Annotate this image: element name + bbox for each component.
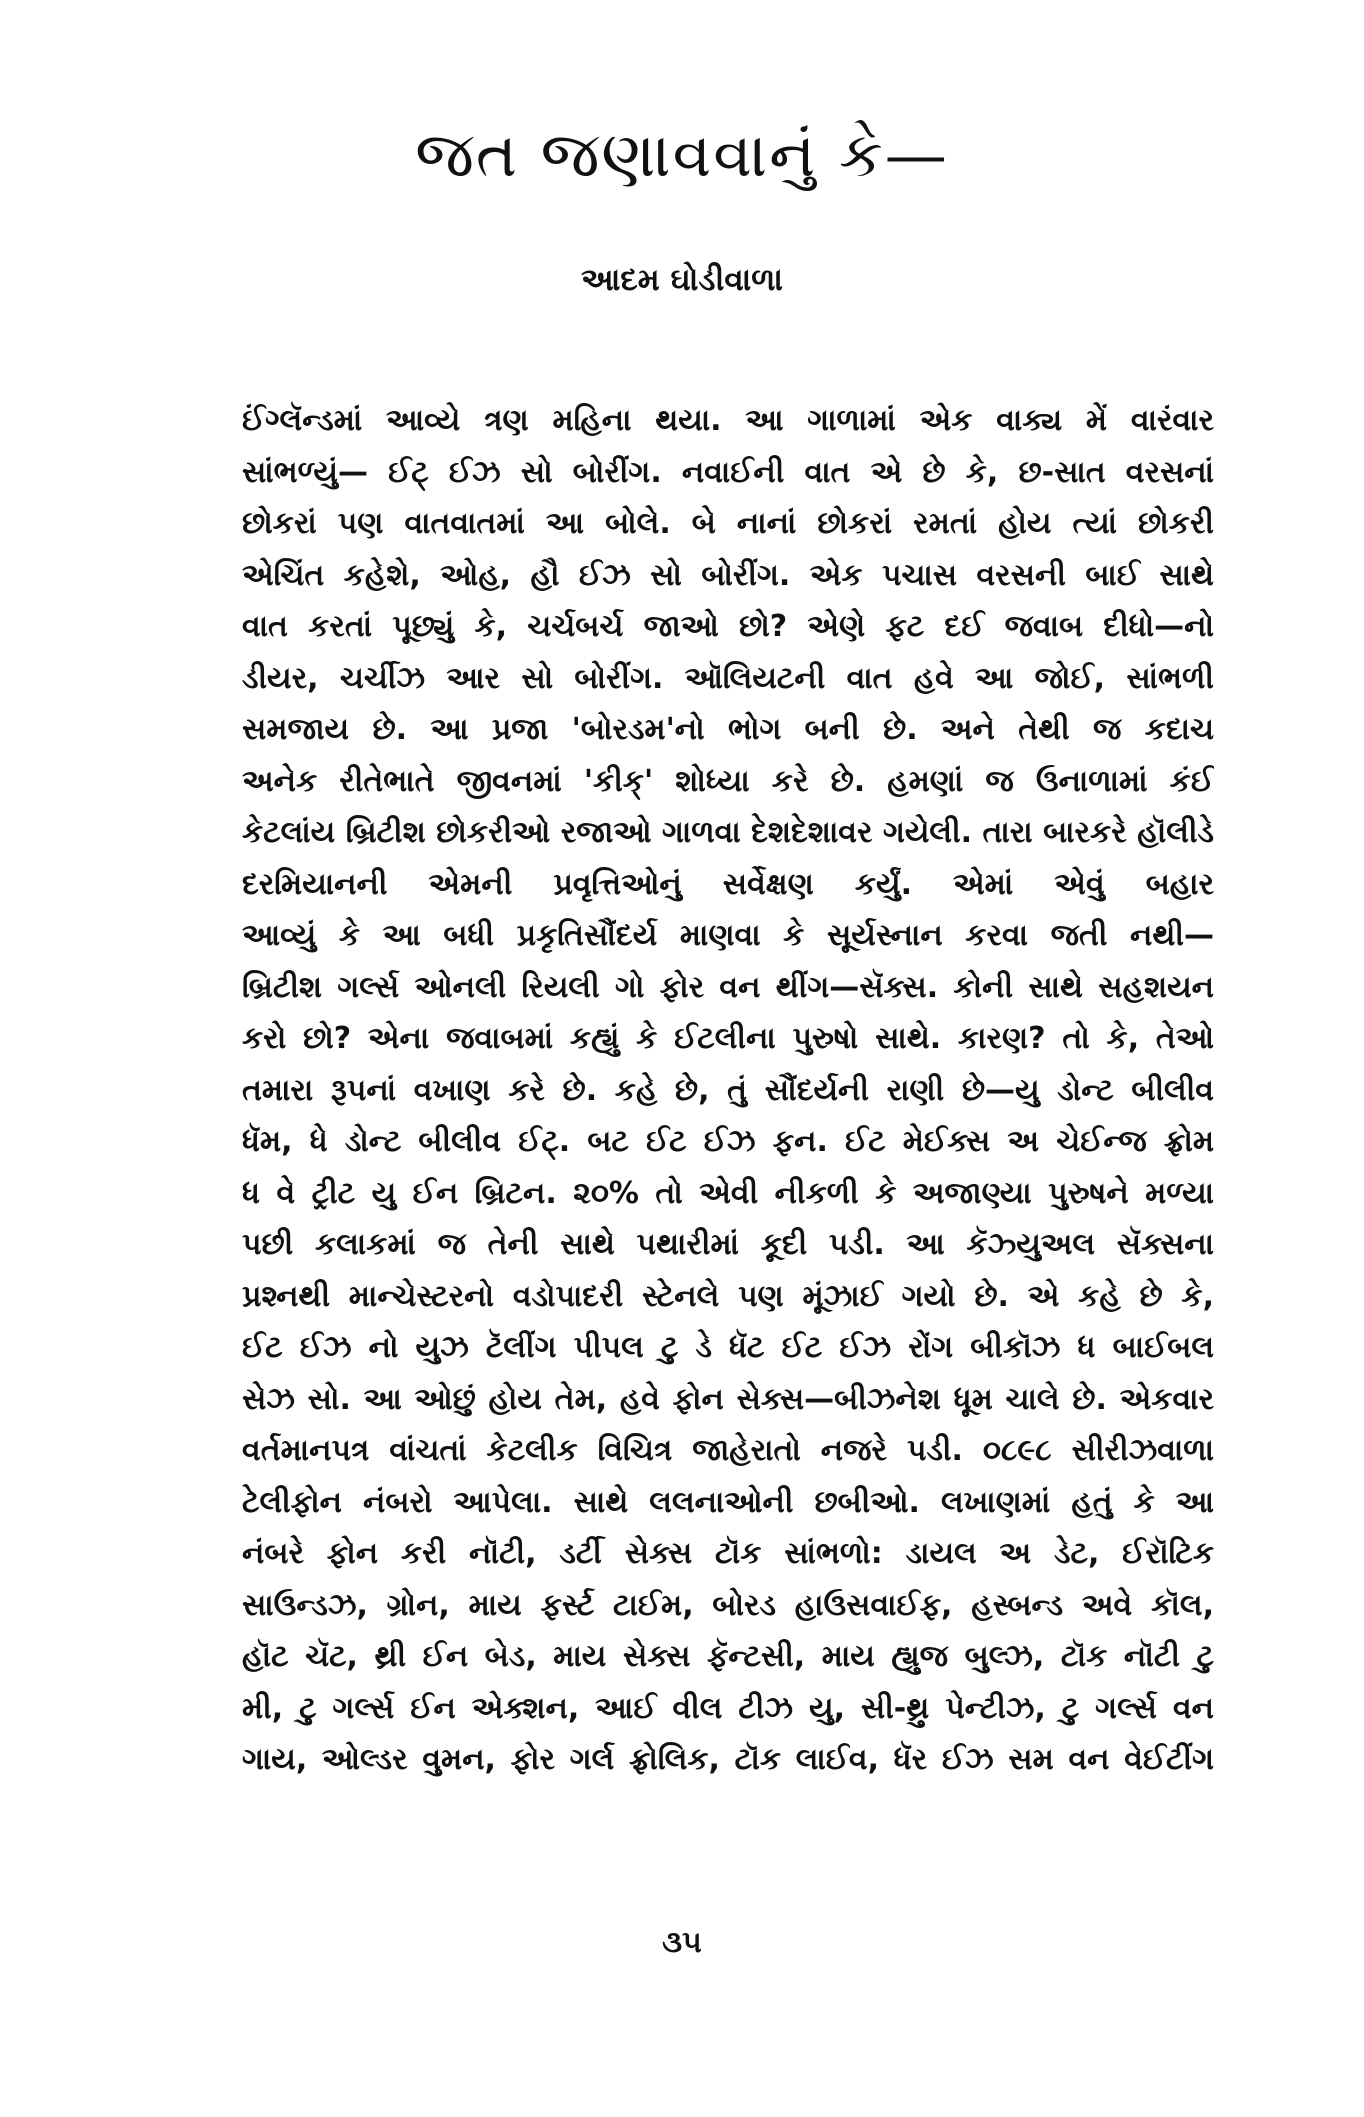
text-line: ધૅમ, ધે ડોન્ટ બીલીવ ઈટ્. બટ ઈટ ઈઝ ફન. ઈટ મેઈક્સ અ ચેઈન્જ ફ્રોમ xyxy=(242,1124,1214,1159)
text-line: બ્રિટીશ ગર્લ્સ ઓનલી રિયલી ગો ફોર વન થીંગ—સૅક્સ. કોની સાથે સહશયન xyxy=(242,969,1214,1005)
author-name: આદમ ઘોડીવાળા xyxy=(581,262,783,298)
body-text xyxy=(242,395,1214,1786)
text-line: સેઝ સો. આ ઓછું હોય તેમ, હવે ફોન સેક્સ—બીઝનેશ ધૂમ ચાલે છે. એકવાર xyxy=(242,1381,1214,1417)
text-line: અનેક રીતેભાતે જીવનમાં 'કીક્' શોધ્યા કરે છે. હમણાં જ ઉનાળામાં કંઈ xyxy=(242,763,1214,799)
text-line: કરો છો? એના જવાબમાં કહ્યું કે ઈટલીના પુરુષો સાથે. કારણ? તો કે, તેઓ xyxy=(242,1021,1214,1056)
text-line: ગાય, ઓલ્ડર વુમન, ફોર ગર્લ ફ્રોલિક, ટૉક લાઈવ, ધૅર ઈઝ સમ વન વેઈટીંગ xyxy=(242,1742,1214,1777)
text-line: તમારા રૂપનાં વખાણ કરે છે. કહે છે, તું સૌંદર્યની રાણી છે—યુ ડોન્ટ બીલીવ xyxy=(242,1072,1214,1108)
text-line: નંબરે ફોન કરી નૉટી, ડર્ટી સેક્સ ટૉક સાંભળો: ડાયલ અ ડેટ, ઈરૉટિક xyxy=(242,1536,1214,1571)
text-line: મી, ટુ ગર્લ્સ ઈન એક્શન, આઈ વીલ ટીઝ યુ, સી-થ્રુ પેન્ટીઝ, ટુ ગર્લ્સ વન xyxy=(242,1690,1214,1726)
text-line: ઈટ ઈઝ નો યુઝ ટૅલીંગ પીપલ ટુ ડે ધૅટ ઈટ ઈઝ રોંગ બીકૉઝ ધ બાઈબલ xyxy=(242,1330,1214,1365)
text-line: વાત કરતાં પૂછ્યું કે, ચર્ચબર્ચ જાઓ છો? એણે ફટ દઈ જવાબ દીધો—નો xyxy=(242,609,1214,644)
text-line: પછી કલાકમાં જ તેની સાથે પથારીમાં કૂદી પડી. આ કૅઝ્યુઅલ સૅક્સના xyxy=(242,1227,1214,1262)
text-line: સાંભળ્યું— ઈટ્ ઈઝ સો બોરીંગ. નવાઈની વાત એ છે કે, છ-સાત વરસનાં xyxy=(242,454,1214,490)
text-line: હૉટ ચૅટ, થ્રી ઈન બેડ, માય સેક્સ ફૅન્ટસી, માય હ્યુજ બુલ્ઝ, ટૉક નૉટી ટુ xyxy=(242,1639,1214,1674)
text-line: કેટલાંય બ્રિટીશ છોકરીઓ રજાઓ ગાળવા દેશદેશાવર ગયેલી. તારા બારકરે હૉલીડે xyxy=(242,815,1214,850)
text-line: પ્રશ્નથી માન્ચેસ્ટરનો વડોપાદરી સ્ટેનલે પણ મૂંઝાઈ ગયો છે. એ કહે છે કે, xyxy=(242,1278,1214,1314)
text-line: ધ વે ટ્રીટ યુ ઈન બ્રિટન. ૨૦% તો એવી નીકળી કે અજાણ્યા પુરુષને મળ્યા xyxy=(242,1175,1214,1211)
page-number: ૩૫ xyxy=(662,1925,702,1960)
text-line: છોકરાં પણ વાતવાતમાં આ બોલે. બે નાનાં છોકરાં રમતાં હોય ત્યાં છોકરી xyxy=(242,506,1214,541)
text-line: ટેલીફોન નંબરો આપેલા. સાથે લલનાઓની છબીઓ. લખાણમાં હતું કે આ xyxy=(242,1484,1214,1520)
text-line: આવ્યું કે આ બધી પ્રકૃતિસૌંદર્ય માણવા કે સૂર્યસ્નાન કરવા જતી નથી— xyxy=(242,918,1214,953)
text-line: ડીયર, ચર્ચીઝ આર સો બોરીંગ. ઑલિયટની વાત હવે આ જોઈ, સાંભળી xyxy=(242,660,1214,696)
text-line: એચિંત કહેશે, ઓહ, હૌ ઈઝ સો બોરીંગ. એક પચાસ વરસની બાઈ સાથે xyxy=(242,557,1214,593)
text-line: સમજાય છે. આ પ્રજા 'બોરડમ'નો ભોગ બની છે. અને તેથી જ કદાચ xyxy=(242,712,1214,747)
text-line: વર્તમાનપત્ર વાંચતાં કેટલીક વિચિત્ર જાહેરાતો નજરે પડી. ૦૮૯૮ સીરીઝવાળા xyxy=(242,1433,1214,1468)
text-line: દરમિયાનની એમની પ્રવૃત્તિઓનું સર્વેક્ષણ કર્યું. એમાં એવું બહાર xyxy=(242,866,1214,902)
chapter-title: જત જણાવવાનું કે— xyxy=(415,118,949,191)
text-line: ઈંગ્લૅન્ડમાં આવ્યે ત્રણ મહિના થયા. આ ગાળામાં એક વાક્ય મેં વારંવાર xyxy=(242,403,1214,438)
text-line: સાઉન્ડઝ, ગ્રોન, માય ફર્સ્ટ ટાઈમ, બોરડ હાઉસવાઈફ, હસ્બન્ડ અવે કૉલ, xyxy=(242,1587,1214,1623)
